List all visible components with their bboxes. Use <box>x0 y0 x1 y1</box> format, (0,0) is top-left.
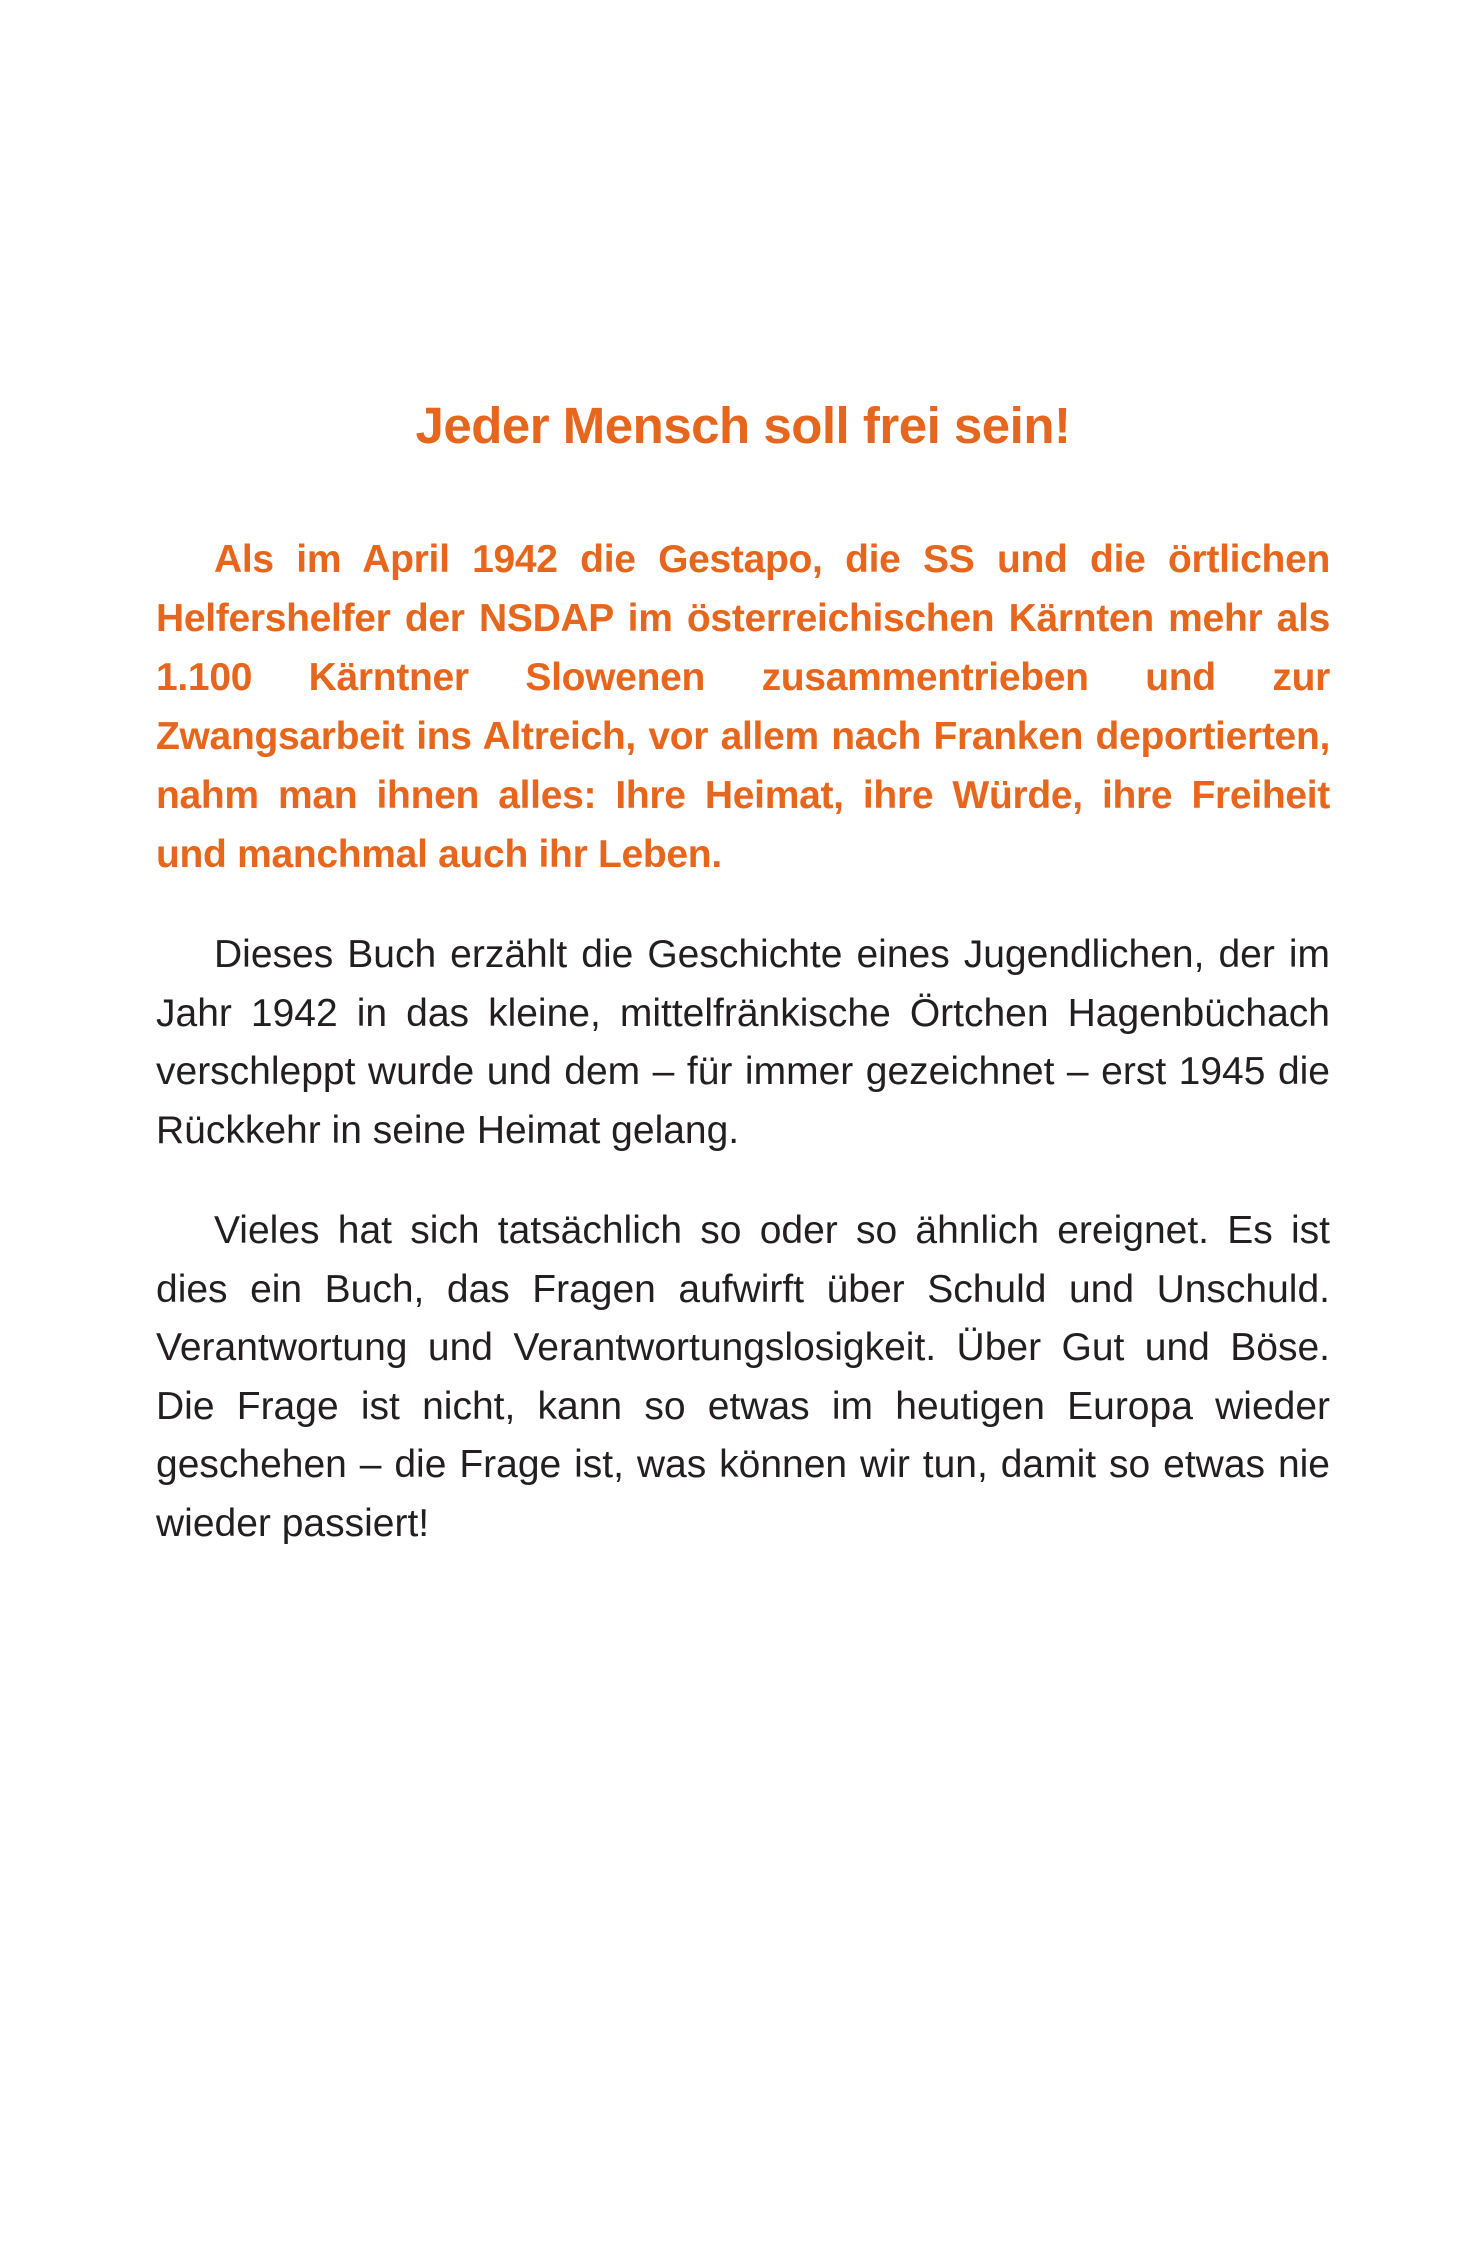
text-block <box>156 390 1330 1553</box>
body-paragraph-1: Dieses Buch erzählt die Geschichte eines Jugendlichen, der im Jahr 1942 in das kleine, mittelfränkische Örtchen Hagenbüchach verschleppt wurde und dem – für immer gezeichnet – erst 1945 die Rückkehr in seine Heimat gelang. <box>156 933 1330 1152</box>
intro-paragraph: Als im April 1942 die Gestapo, die SS und die örtlichen Helfershelfer der NSDAP im österreichischen Kärnten mehr als 1.100 Kärntner Slowenen zusammentrieben und zur Zwangsarbeit ins Altreich, vor allem nach Franken deportierten, nahm man ihnen alles: Ihre Heimat, ihre Würde, ihre Freiheit und manchmal auch ihr Leben. <box>156 538 1330 876</box>
page-title: Jeder Mensch soll frei sein! <box>415 397 1071 454</box>
body-paragraph-2: Vieles hat sich tatsächlich so oder so ähnlich ereignet. Es ist dies ein Buch, das Fragen aufwirft über Schuld und Unschuld. Verantwortung und Verantwortungslosigkeit. Über Gut und Böse. Die Frage ist nicht, kann so etwas im heutigen Europa wieder geschehen – die Frage ist, was können wir tun, damit so etwas nie wieder passiert! <box>156 1209 1330 1545</box>
